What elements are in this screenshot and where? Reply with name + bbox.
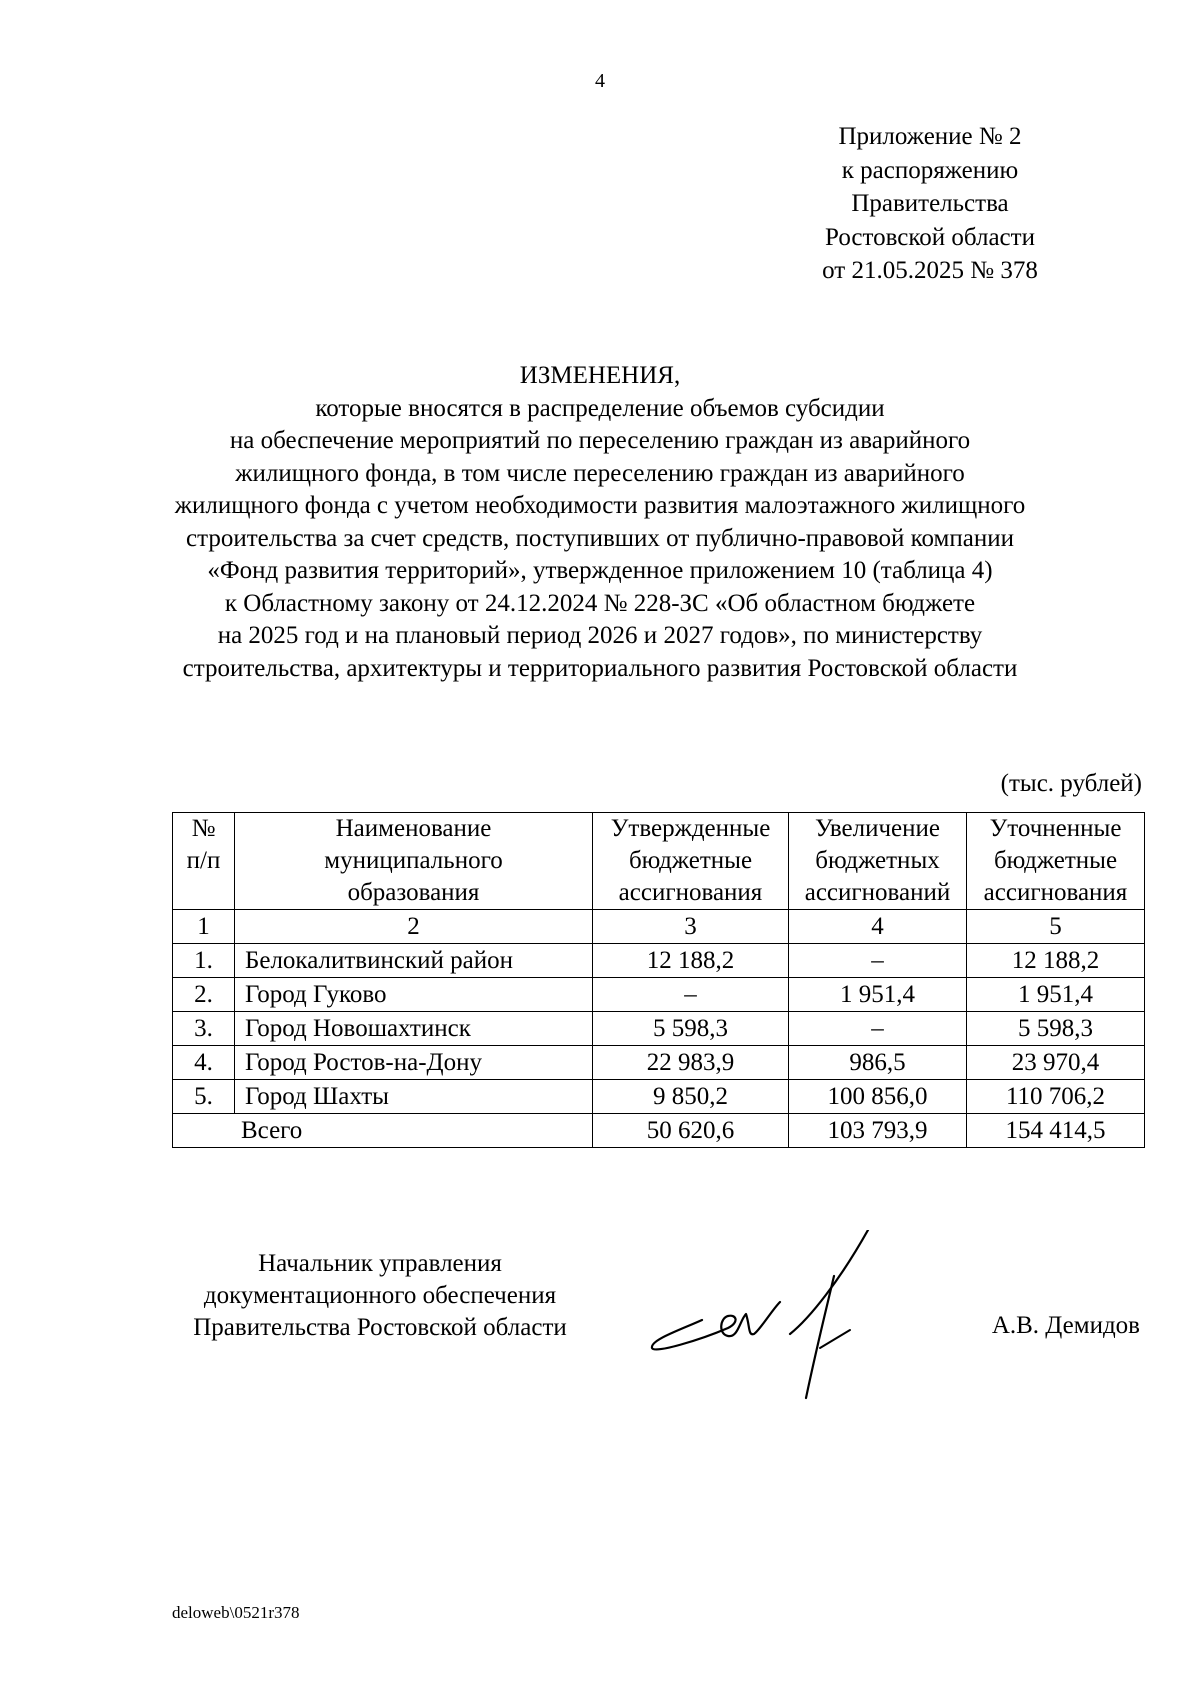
row-num: 3. [173,1012,235,1046]
total-label: Всего [173,1114,593,1148]
page-number: 4 [595,70,605,92]
row-refined: 1 951,4 [967,978,1145,1012]
row-refined: 5 598,3 [967,1012,1145,1046]
table-row [173,1012,1145,1046]
header-num: № п/п [173,813,235,910]
row-name: Город Гуково [235,978,593,1012]
row-num: 5. [173,1080,235,1114]
title-line: жилищного фонда с учетом необходимости развития малоэтажного жилищного [174,492,1026,519]
row-increase: 986,5 [789,1046,967,1080]
row-approved: 12 188,2 [593,944,789,978]
row-increase: 1 951,4 [789,978,967,1012]
title-heading: ИЗМЕНЕНИЯ, [519,362,681,389]
row-approved: – [593,978,789,1012]
row-approved: 9 850,2 [593,1080,789,1114]
row-increase: – [789,944,967,978]
title-line: на 2025 год и на плановый период 2026 и 2027 годов», по министерству [217,622,983,649]
appendix-line: к распоряжению [841,156,1019,184]
row-num: 1. [173,944,235,978]
row-refined: 110 706,2 [967,1080,1145,1114]
document-code: deloweb\0521r378 [172,1603,300,1622]
header-increase: Увеличение бюджетных ассигнований [789,813,967,910]
table-header-row [173,813,1145,910]
signer-position-line: Начальник управления [258,1250,502,1277]
total-refined: 154 414,5 [967,1114,1145,1148]
title-line: к Областному закону от 24.12.2024 № 228-ЗС «Об областном бюджете [224,589,976,617]
title-line: жилищного фонда, в том числе переселению граждан из аварийного [235,459,965,487]
appendix-line: Ростовской области [825,223,1035,251]
total-approved: 50 620,6 [593,1114,789,1148]
appendix-line: Приложение № 2 [838,123,1022,150]
row-name: Белокалитвинский район [235,944,593,978]
column-number: 3 [593,910,789,944]
table-row [173,978,1145,1012]
table-row [173,1080,1145,1114]
column-number: 1 [173,910,235,944]
row-name: Город Шахты [235,1080,593,1114]
row-increase: – [789,1012,967,1046]
title-line: на обеспечение мероприятий по переселению граждан из аварийного [229,427,971,454]
row-refined: 23 970,4 [967,1046,1145,1080]
header-refined: Уточненные бюджетные ассигнования [967,813,1145,910]
document-title [0,360,1200,685]
column-number-row [173,910,1145,944]
row-name: Город Новошахтинск [235,1012,593,1046]
title-line: которые вносятся в распределение объемов субсидии [315,394,885,422]
appendix-line: от 21.05.2025 № 378 [822,257,1038,284]
title-line: строительства, архитектуры и территориального развития Ростовской области [182,654,1018,682]
units-label: (тыс. рублей) [1000,770,1142,797]
title-line: строительства за счет средств, поступивших от публично-правовой компании [186,524,1014,552]
title-line: «Фонд развития территорий», утвержденное приложением 10 (таблица 4) [207,557,993,584]
row-name: Город Ростов-на-Дону [235,1046,593,1080]
subsidy-table [172,812,1145,1148]
table-row [173,944,1145,978]
row-num: 4. [173,1046,235,1080]
handwritten-signature [640,1230,940,1410]
appendix-block [780,120,1080,288]
row-num: 2. [173,978,235,1012]
column-number: 5 [967,910,1145,944]
table-row [173,1046,1145,1080]
signer-position [160,1248,600,1344]
row-approved: 22 983,9 [593,1046,789,1080]
total-row [173,1114,1145,1148]
signer-position-line: Правительства Ростовской области [193,1314,567,1341]
appendix-line: Правительства [851,190,1009,217]
column-number: 2 [235,910,593,944]
header-approved: Утвержденные бюджетные ассигнования [593,813,789,910]
signer-position-line: документационного обеспечения [203,1282,557,1309]
row-increase: 100 856,0 [789,1080,967,1114]
header-name: Наименование муниципального образования [235,813,593,910]
column-number: 4 [789,910,967,944]
row-approved: 5 598,3 [593,1012,789,1046]
signer-name: А.В. Демидов [991,1312,1140,1339]
row-refined: 12 188,2 [967,944,1145,978]
total-increase: 103 793,9 [789,1114,967,1148]
